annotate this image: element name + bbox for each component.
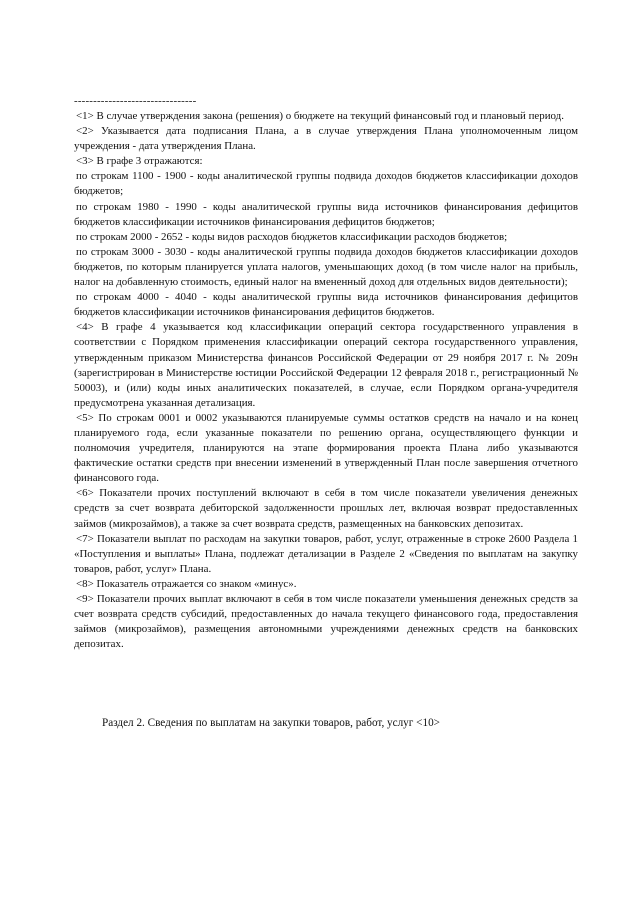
footnote-4: <4> В графе 4 указывается код классификации операций сектора государственного управления в соответствии с Порядком применения классификации операций сектора государственного управления, утвержденным приказом Министерства финансов Российской Федерации от 29 ноября 2017 г. № 209н (зарегистрирован в Министерстве юстиции Российской Федерации 12 февраля 2018 г., регистрационный № 50003), и (или) коды иных аналитических показателей, в случае, если Порядком органа-учредителя предусмотрена указанная детализация. [74,321,578,409]
footnote-1: <1> В случае утверждения закона (решения) о бюджете на текущий финансовый год и плановый период. [76,110,564,122]
footnote-3-rows-1980-1990: по строкам 1980 - 1990 - коды аналитической группы вида источников финансирования дефицитов бюджетов классификации источников финансирования дефицитов бюджетов; [74,200,578,228]
footnote-9: <9> Показатели прочих выплат включают в себя в том числе показатели уменьшения денежных средств за счет возврата средств субсидий, предоставленных до начала текущего финансового года, предоставления займов (микрозаймов), размещения автономными учреждениями денежных средств на банковских депозитах. [74,593,578,651]
section-title: Раздел 2. Сведения по выплатам на закупки товаров, работ, услуг <10> [102,717,440,729]
footnote-3-rows-3000-3030: по строкам 3000 - 3030 - коды аналитической группы подвида доходов бюджетов классификации доходов бюджетов, по которым планируется уплата налогов, уменьшающих доход (в том числе налог на прибыль, налог на добавленную стоимость, единый налог на вмененный доход для отдельных видов деятельности); [74,245,578,289]
footnote-8: <8> Показатель отражается со знаком «минус». [76,577,297,590]
footnote-3-rows-1100-1900: по строкам 1100 - 1900 - коды аналитической группы подвида доходов бюджетов классификации доходов бюджетов; [74,170,578,198]
footnote-6: <6> Показатели прочих поступлений включают в себя в том числе показатели увеличения денежных средств за счет возврата дебиторской задолженности прошлых лет, включая возврат предоставленных займов (микрозаймов), а также за счет возврата средств, размещенных на банковских депозитах. [74,487,578,530]
footnote-separator: -------------------------------- [74,95,197,107]
footnote-3-rows-4000-4040: по строкам 4000 - 4040 - коды аналитической группы вида источников финансирования дефицитов бюджетов классификации источников финансирования дефицитов бюджетов. [74,291,578,319]
footnote-5: <5> По строкам 0001 и 0002 указываются планируемые суммы остатков средств на начало и на конец планируемого года, если указанные показатели по решению органа, осуществляющего функции и полномочия учредителя, планируются на этапе формирования проекта Плана либо указываются фактические остатки средств при внесении изменений в утвержденный План после завершения отчетного финансового года. [74,411,578,485]
footnote-7: <7> Показатели выплат по расходам на закупки товаров, работ, услуг, отраженные в строке 2600 Раздела 1 «Поступления и выплаты» Плана, подлежат детализации в Разделе 2 «Сведения по выплатам на закупку товаров, работ, услуг» Плана. [74,532,578,575]
footnote-3: <3> В графе 3 отражаются: [76,155,203,168]
footnote-3-rows-2000-2652: по строкам 2000 - 2652 - коды видов расходов бюджетов классификации расходов бюджетов; [76,230,508,243]
footnotes-block [74,94,578,652]
footnote-2: <2> Указывается дата подписания Плана, а в случае утверждения Плана уполномоченным лицом учреждения - дата утверждения Плана. [74,125,578,153]
